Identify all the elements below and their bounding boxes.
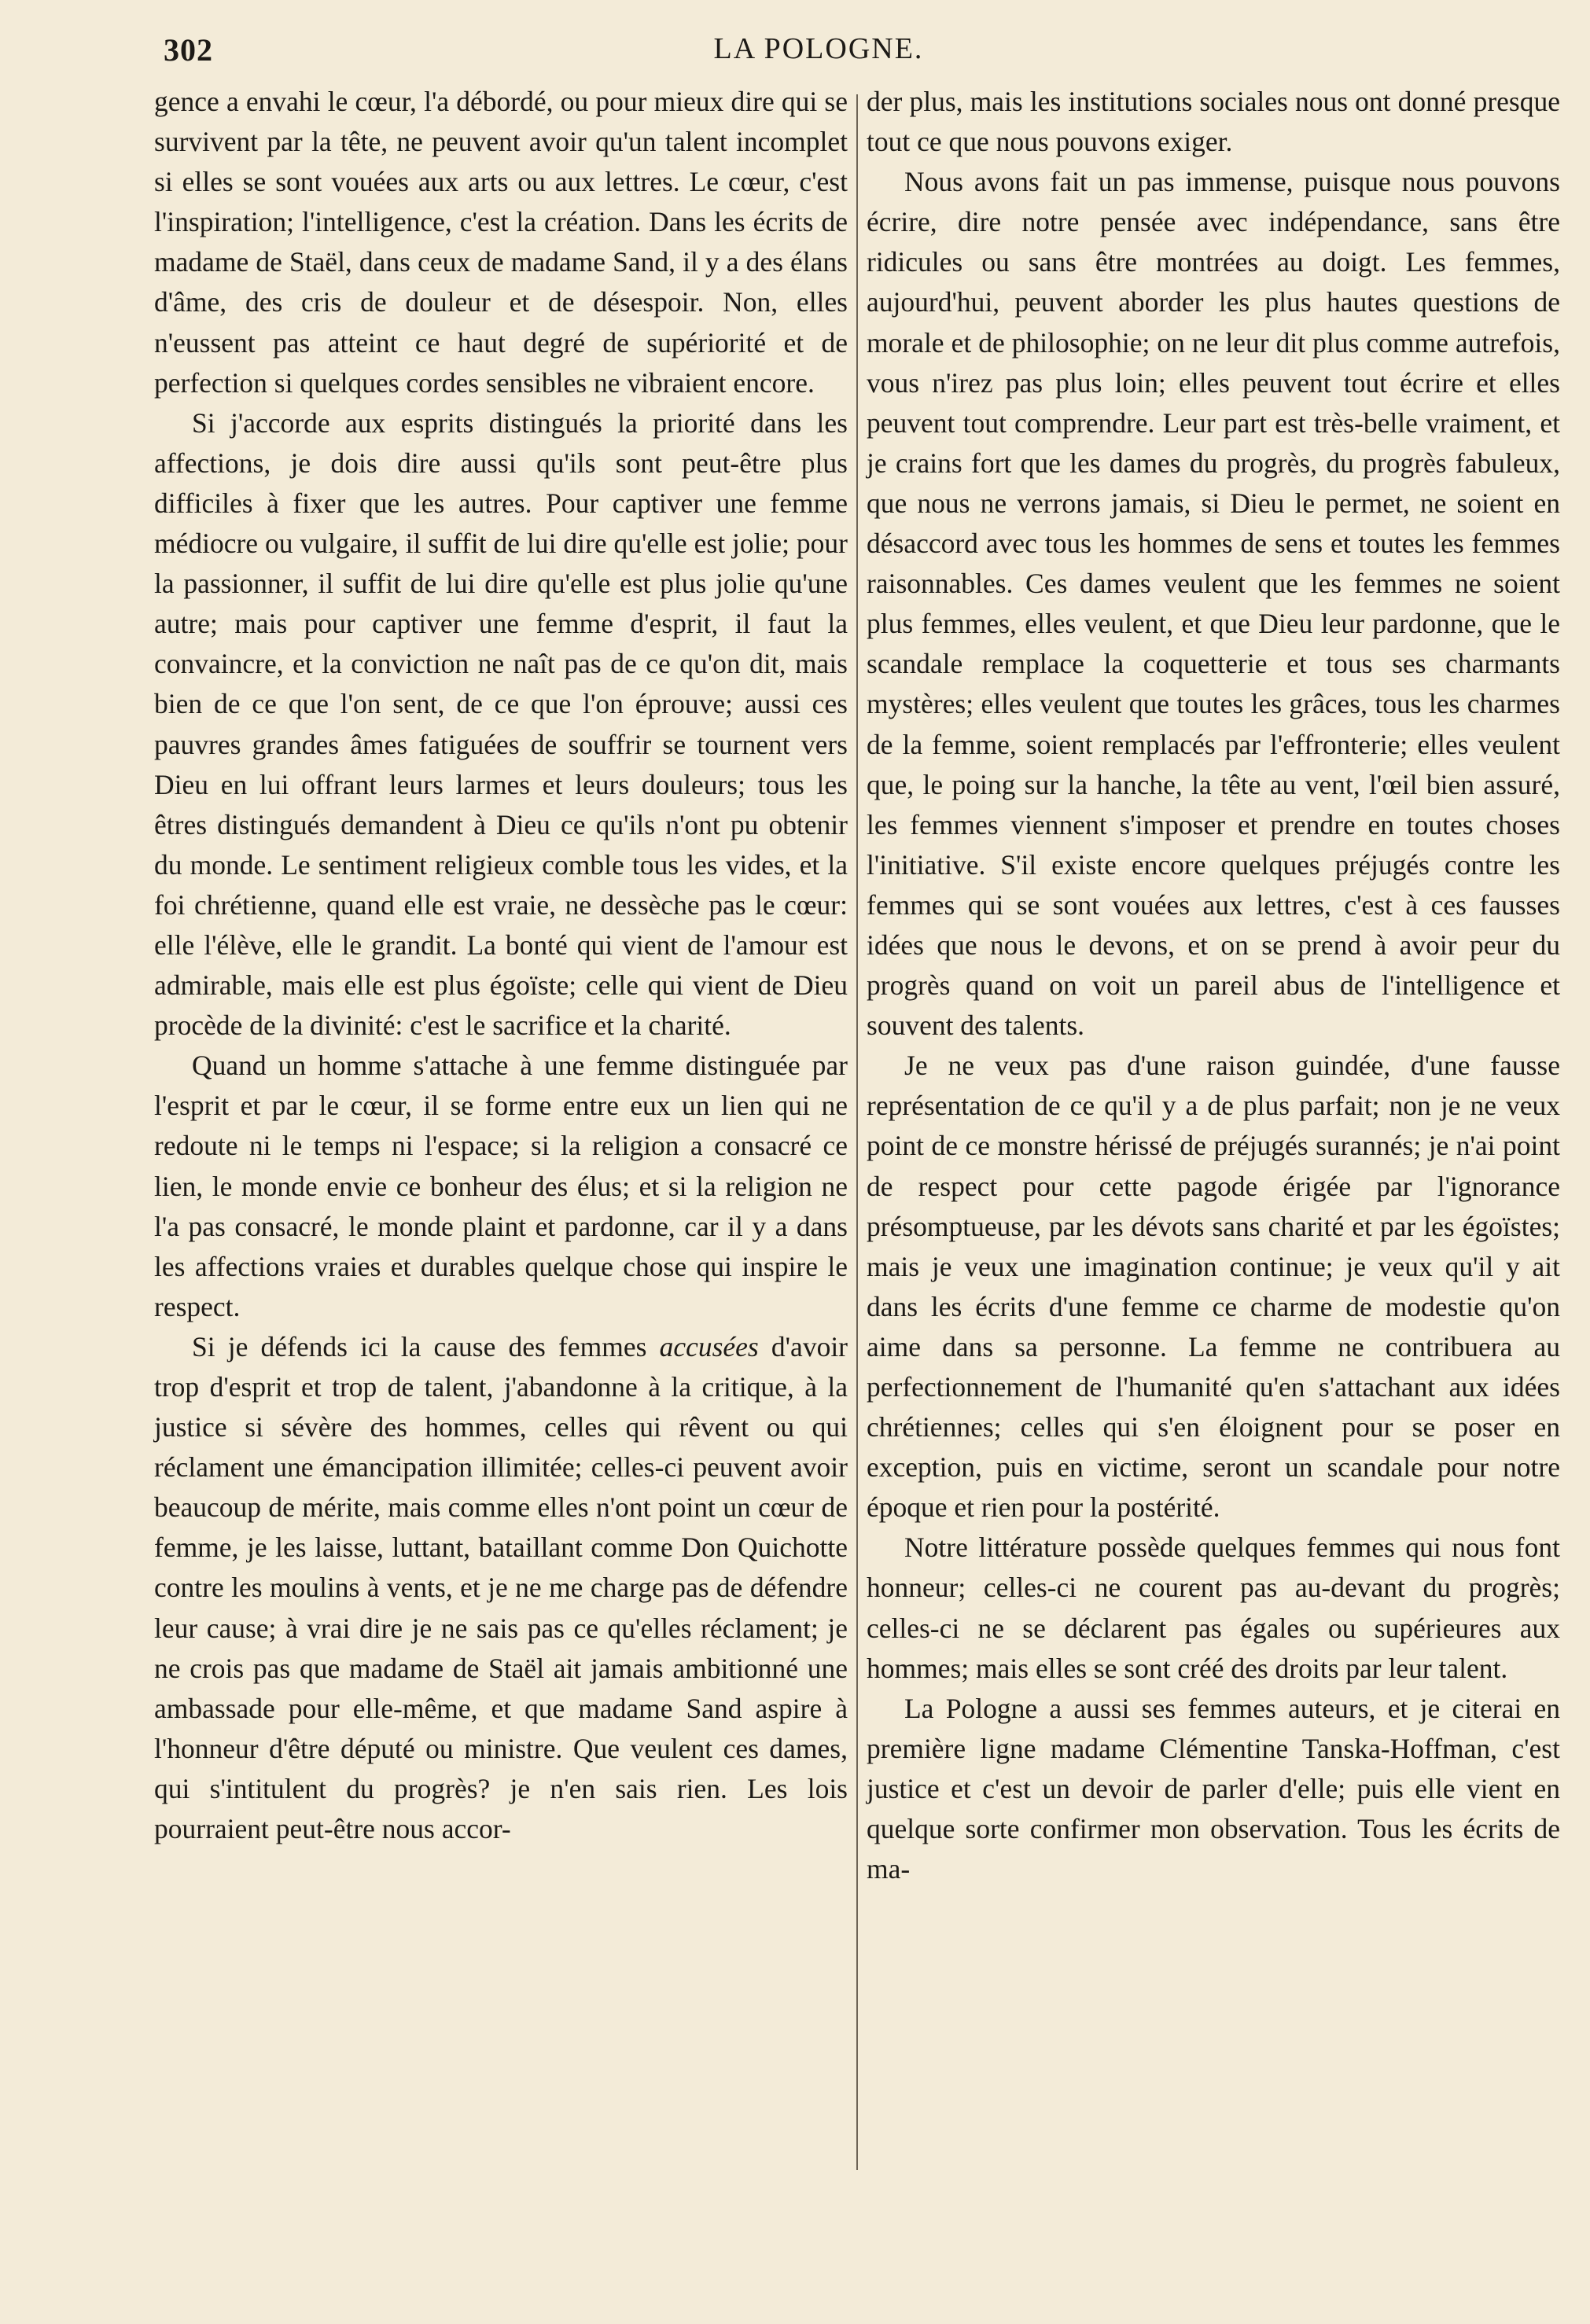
text-run: Si je défends ici la cause des femmes	[192, 1330, 660, 1362]
running-title: LA POLOGNE.	[713, 32, 924, 65]
emphasis-accusees: accusées	[659, 1330, 759, 1362]
paragraph: Nous avons fait un pas immense, puisque nous pouvons écrire, dire notre pensée avec indépendance, sans être ridicules ou sans être montrées au doigt. Les femmes, aujourd'hui, peuvent aborder les plus hautes questions de morale et de philosophie; on ne leur dit plus comme autrefois, vous n'irez pas plus loin; elles peuvent tout écrire et elles peuvent tout comprendre. Leur part est très-belle vraiment, et je crains fort que les dames du progrès, du progrès fabuleux, que nous ne verrons jamais, si Dieu le permet, ne soient en désaccord avec tous les hommes de sens et toutes les femmes raisonnables. Ces dames veulent que les femmes ne soient plus femmes, elles veulent, et que Dieu leur pardonne, que le scandale remplace la coquetterie et tous ses charmants mystères; elles veulent que toutes les grâces, tous les charmes de la femme, soient remplacés par l'effronterie; elles veulent que, le poing sur la hanche, la tête au vent, l'œil bien assuré, les femmes viennent s'imposer et prendre en toutes choses l'initiative. S'il existe encore quelques préjugés contre les femmes qui se sont vouées aux lettres, c'est à ces fausses idées que nous le devons, et on se prend à avoir peur du progrès quand on voit un pareil abus de l'intelligence et souvent des talents.	[867, 166, 1560, 1042]
paragraph: Quand un homme s'attache à une femme distinguée par l'esprit et par le cœur, il se forme entre eux un lien qui ne redoute ni le temps ni l'espace; si la religion a consacré ce lien, le monde envie ce bonheur des élus; et si la religion ne l'a pas consacré, le monde plaint et pardonne, car il y a dans les affections vraies et durables quelque chose qui inspire le respect.	[154, 1050, 848, 1322]
paragraph: Si j'accorde aux esprits distingués la priorité dans les affections, je dois dire aussi qu'ils sont peut-être plus difficiles à fixer que les autres. Pour captiver une femme médiocre ou vulgaire, il suffit de lui dire qu'elle est jolie; pour la passionner, il suffit de lui dire qu'elle est plus jolie qu'une autre; mais pour captiver une femme d'esprit, il faut la convaincre, et la conviction ne naît pas de ce qu'on dit, mais bien de ce que l'on sent, de ce que l'on éprouve; aussi ces pauvres grandes âmes fatiguées de souffrir se tournent vers Dieu en lui offrant leurs larmes et leurs douleurs; tous les êtres distingués demandent à Dieu ce qu'ils n'ont pu obtenir du monde. Le sentiment religieux comble tous les vides, et la foi chrétienne, quand elle est vraie, ne dessèche pas le cœur: elle l'élève, elle le grandit. La bonté qui vient de l'amour est admirable, mais elle est plus égoïste; celle qui vient de Dieu procède de la divinité: c'est le sacrifice et la charité.	[154, 406, 848, 1042]
page-number: 302	[164, 32, 213, 68]
text-run: d'avoir trop d'esprit et trop de talent, j'abandonne à la critique, à la justice si sévère des hommes, celles qui rêvent ou qui réclament une émancipation illimitée; celles-ci peuvent avoir beaucoup de mérite, mais comme elles n'ont point un cœur de femme, je les laisse, luttant, bataillant comme Don Quichotte contre les moulins à vents, et je ne me charge pas de défendre leur cause; à vrai dire je ne sais pas ce qu'elles réclament; je ne crois pas que madame de Staël ait jamais ambitionné une ambassade pour elle-même, et que madame Sand aspire à l'honneur d'être député ou ministre. Que veulent ces dames, qui s'intitulent du progrès? je n'en sais rien. Les lois pourraient peut-être nous accor-	[154, 1330, 848, 1845]
paragraph: gence a envahi le cœur, l'a débordé, ou pour mieux dire qui se survivent par la tête, ne peuvent avoir qu'un talent incomplet si elles se sont vouées aux arts ou aux lettres. Le cœur, c'est l'inspiration; l'intelligence, c'est la création. Dans les écrits de madame de Staël, dans ceux de madame Sand, il y a des élans d'âme, des cris de douleur et de désespoir. Non, elles n'eussent pas atteint ce haut degré de supériorité et de perfection si quelques cordes sensibles ne vibraient encore.	[154, 86, 848, 399]
right-column	[867, 82, 1560, 1889]
paragraph: Je ne veux pas d'une raison guindée, d'une fausse représentation de ce qu'il y a de plus parfait; non je ne veux point de ce monstre hérissé de préjugés surannés; je n'ai point de respect pour cette pagode érigée par l'ignorance présomptueuse, par les dévots sans charité et par les égoïstes; mais je veux une imagination continue; je veux qu'il y ait dans les écrits d'une femme ce charme de modestie qu'on aime dans sa personne. La femme ne contribuera au perfectionnement de l'humanité qu'en s'attachant aux idées chrétiennes; celles qui s'en éloignent pour se poser en exception, puis en victime, seront un scandale pour notre époque et rien pour la postérité.	[867, 1050, 1560, 1524]
paragraph: La Pologne a aussi ses femmes auteurs, et je citerai en première ligne madame Clémentine Tanska-Hoffman, c'est justice et c'est un devoir de parler d'elle; puis elle vient en quelque sorte confirmer mon observation. Tous les écrits de ma-	[867, 1692, 1560, 1885]
left-column	[154, 82, 848, 1849]
column-divider	[856, 94, 858, 2170]
paragraph	[154, 1327, 848, 1849]
paragraph: Notre littérature possède quelques femmes qui nous font honneur; celles-ci ne courent pas au-devant du progrès; celles-ci ne se déclarent pas égales ou supérieures aux hommes; mais elles se sont créé des droits par leur talent.	[867, 1532, 1560, 1684]
paragraph: der plus, mais les institutions sociales nous ont donné presque tout ce que nous pouvons exiger.	[867, 86, 1560, 158]
